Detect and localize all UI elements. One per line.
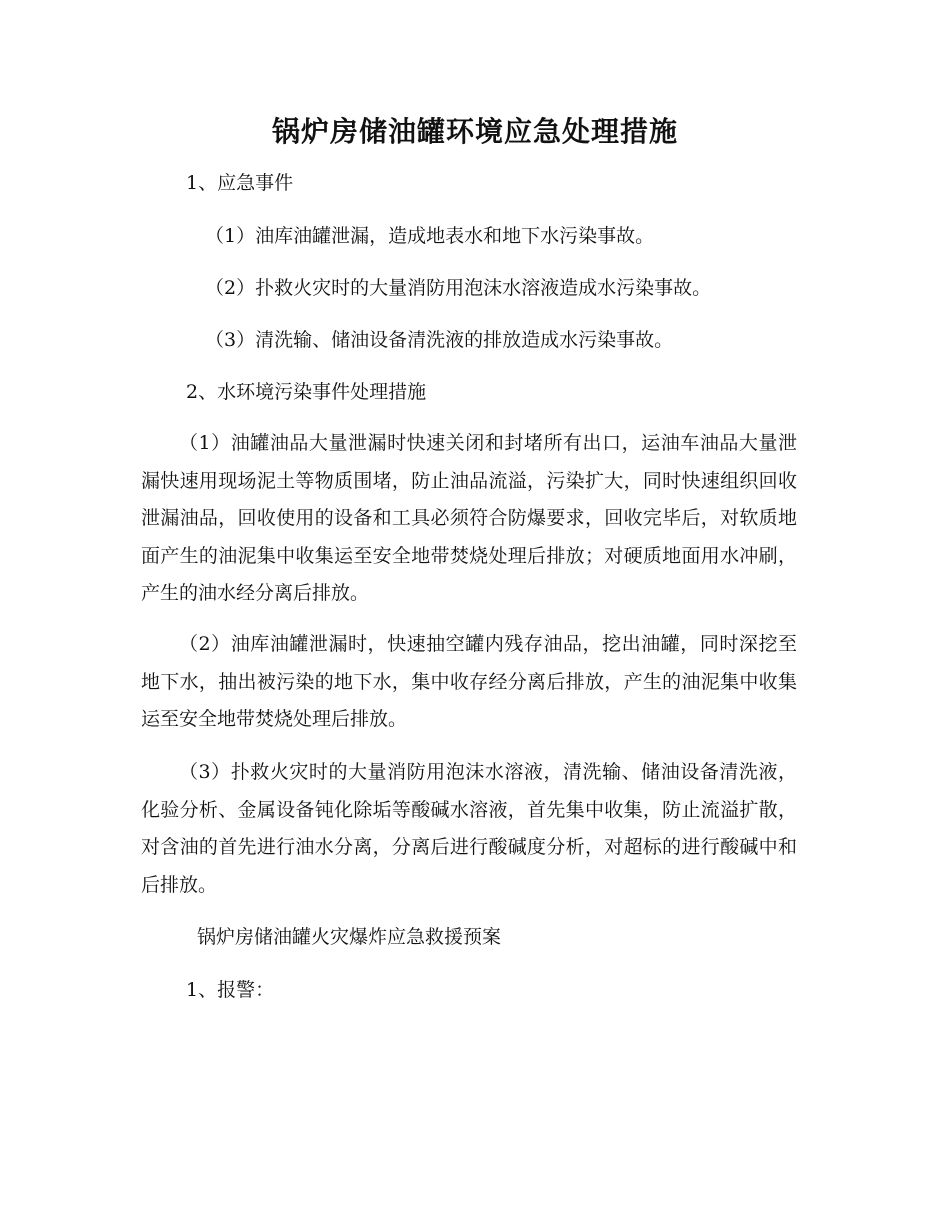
- paragraph-measure-1: （1）油罐油品大量泄漏时快速关闭和封堵所有出口，运油车油品大量泄漏快速用现场泥土等物质围堵，防止油品流溢，污染扩大，同时快速组织回收泄漏油品，回收使用的设备和工具必须符合防爆要求，回收完毕后，对软质地面产生的油泥集中收集运至安全地带焚烧处理后排放；对硬质地面用水冲刷，产生的油水经分离后排放。: [141, 432, 797, 604]
- list-item-event-2: （2）扑救火灾时的大量消防用泡沫水溶液造成水污染事故。: [205, 277, 712, 299]
- section-heading-emergency-events: 1、应急事件: [186, 172, 294, 194]
- list-item-event-3: （3）清洗输、储油设备清洗液的排放造成水污染事故。: [205, 329, 674, 351]
- section-heading-alarm: 1、报警：: [186, 979, 275, 1001]
- list-item-event-1: （1）油库油罐泄漏，造成地表水和地下水污染事故。: [205, 225, 655, 247]
- document-title: 锅炉房储油罐环境应急处理措施: [271, 115, 678, 148]
- paragraph-measure-2: （2）油库油罐泄漏时，快速抽空罐内残存油品，挖出油罐，同时深挖至地下水，抽出被污染的地下水，集中收存经分离后排放，产生的油泥集中收集运至安全地带焚烧处理后排放。: [141, 633, 797, 730]
- plan-title: 锅炉房储油罐火灾爆炸应急救援预案: [197, 926, 502, 948]
- section-heading-water-pollution-measures: 2、水环境污染事件处理措施: [186, 381, 427, 403]
- paragraph-measure-3: （3）扑救火灾时的大量消防用泡沫水溶液，清洗输、储油设备清洗液，化验分析、金属设备钝化除垢等酸碱水溶液，首先集中收集，防止流溢扩散，对含油的首先进行油水分离，分离后进行酸碱度分析，对超标的进行酸碱中和后排放。: [141, 761, 797, 896]
